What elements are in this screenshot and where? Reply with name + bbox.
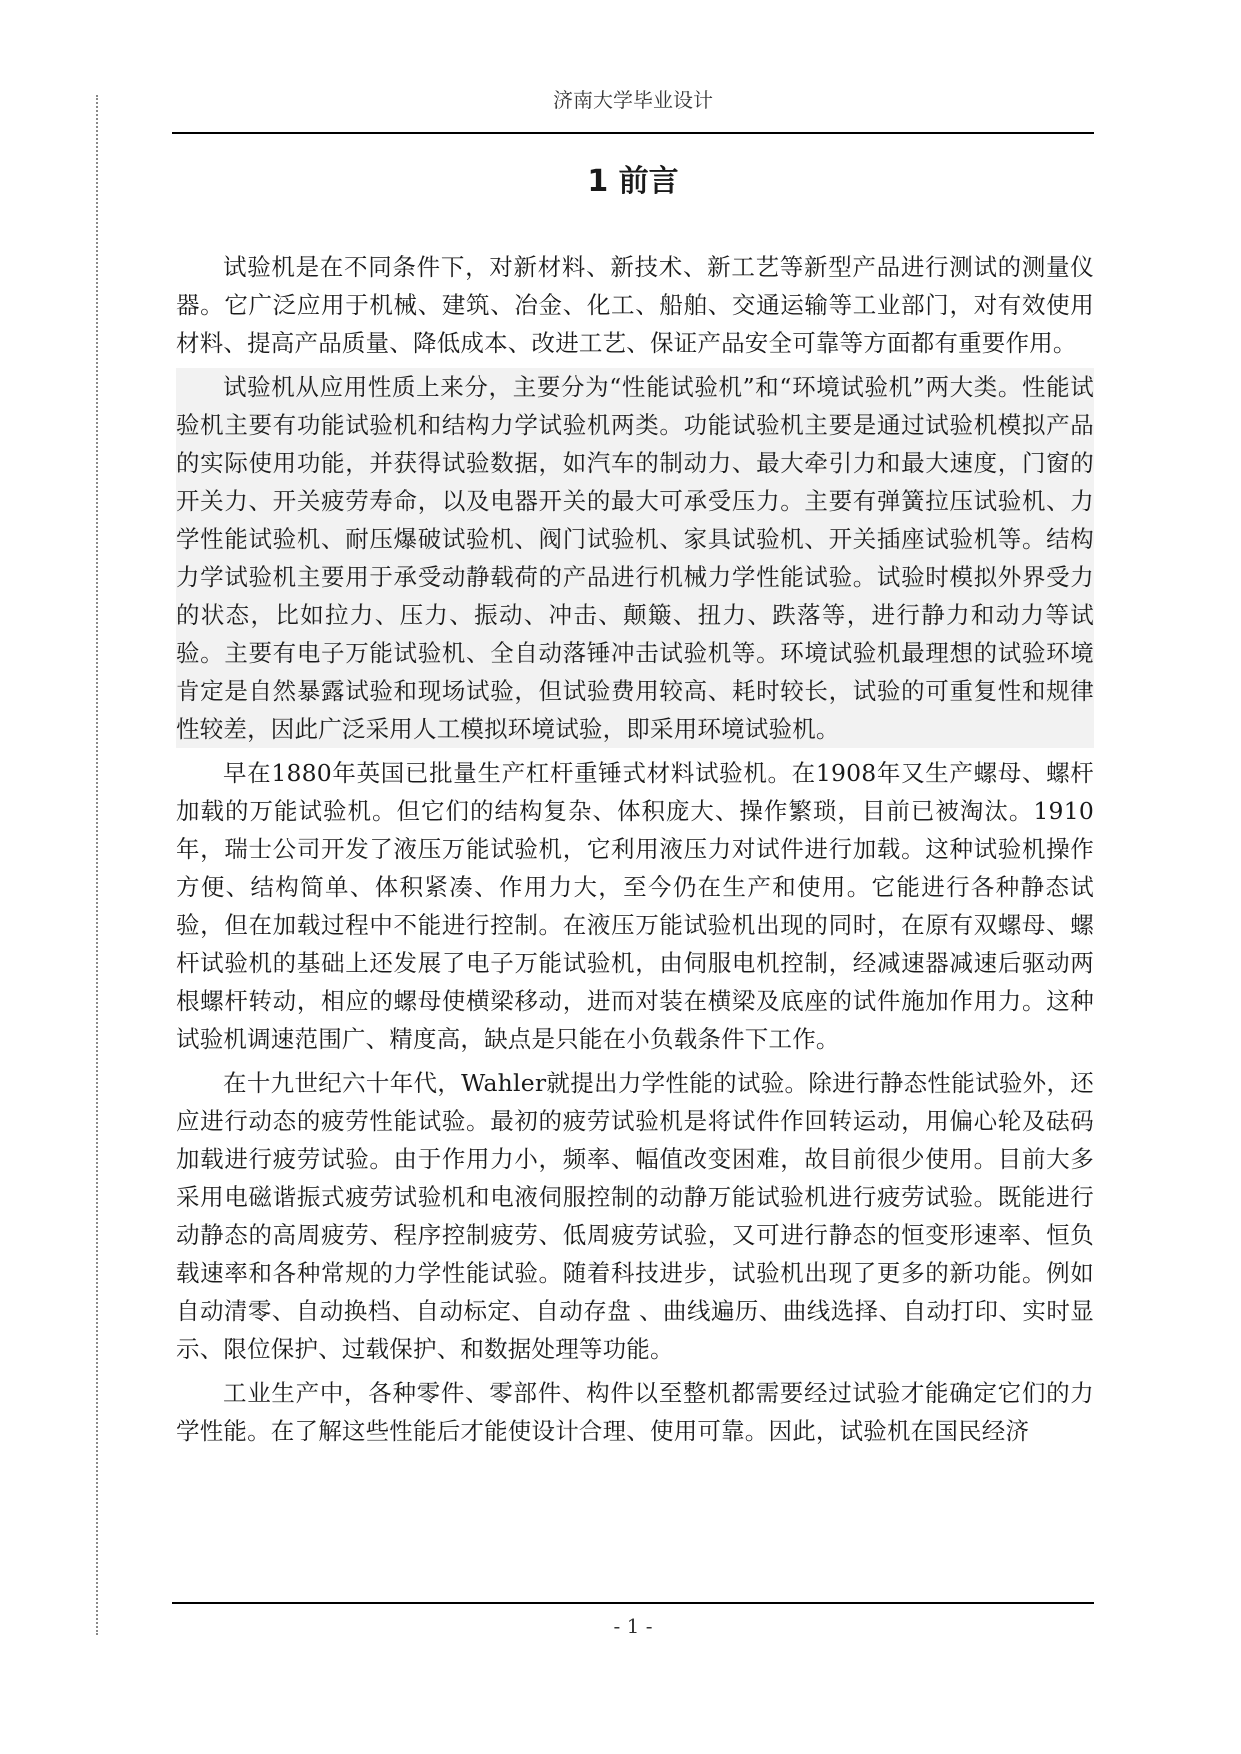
header-rule <box>172 132 1094 134</box>
page-number: - 1 - <box>613 1614 653 1638</box>
footer-rule <box>172 1602 1094 1604</box>
paragraph-1: 试验机是在不同条件下，对新材料、新技术、新工艺等新型产品进行测试的测量仪器。它广泛应用于机械、建筑、冶金、化工、船舶、交通运输等工业部门，对有效使用材料、提高产品质量、降低成本、改进工艺、保证产品安全可靠等方面都有重要作用。 <box>176 253 1094 357</box>
paragraph-4: 在十九世纪六十年代，Wahler就提出力学性能的试验。除进行静态性能试验外，还应进行动态的疲劳性能试验。最初的疲劳试验机是将试件作回转运动，用偏心轮及砝码加载进行疲劳试验。由于作用力小，频率、幅值改变困难，故目前很少使用。目前大多采用电磁谐振式疲劳试验机和电液伺服控制的动静万能试验机进行疲劳试验。既能进行动静态的高周疲劳、程序控制疲劳、低周疲劳试验，又可进行静态的恒变形速率、恒负载速率和各种常规的力学性能试验。随着科技进步，试验机出现了更多的新功能。例如自动清零、自动换档、自动标定、自动存盘 、曲线遍历、曲线选择、自动打印、实时显示、限位保护、过载保护、和数据处理等功能。 <box>176 1069 1094 1363</box>
body-text <box>176 248 1094 1456</box>
page-header: 济南大学毕业设计 <box>553 88 713 112</box>
chapter-title: 1 前言 <box>587 164 679 199</box>
paragraph-2: 试验机从应用性质上来分，主要分为“性能试验机”和“环境试验机”两大类。性能试验机主要有功能试验机和结构力学试验机两类。功能试验机主要是通过试验机模拟产品的实际使用功能，并获得试验数据，如汽车的制动力、最大牵引力和最大速度，门窗的开关力、开关疲劳寿命，以及电器开关的最大可承受压力。主要有弹簧拉压试验机、力学性能试验机、耐压爆破试验机、阀门试验机、家具试验机、开关插座试验机等。结构力学试验机主要用于承受动静载荷的产品进行机械力学性能试验。试验时模拟外界受力的状态，比如拉力、压力、振动、冲击、颠簸、扭力、跌落等，进行静力和动力等试验。主要有电子万能试验机、全自动落锤冲击试验机等。环境试验机最理想的试验环境肯定是自然暴露试验和现场试验，但试验费用较高、耗时较长，试验的可重复性和规律性较差，因此广泛采用人工模拟环境试验，即采用环境试验机。 <box>176 368 1094 748</box>
binding-margin-line <box>96 95 98 1635</box>
paragraph-5: 工业生产中，各种零件、零部件、构件以至整机都需要经过试验才能确定它们的力学性能。在了解这些性能后才能使设计合理、使用可靠。因此，试验机在国民经济 <box>176 1379 1094 1445</box>
paragraph-3: 早在1880年英国已批量生产杠杆重锤式材料试验机。在1908年又生产螺母、螺杆加载的万能试验机。但它们的结构复杂、体积庞大、操作繁琐，目前已被淘汰。1910年，瑞士公司开发了液压万能试验机，它利用液压力对试件进行加载。这种试验机操作方便、结构简单、体积紧凑、作用力大，至今仍在生产和使用。它能进行各种静态试验，但在加载过程中不能进行控制。在液压万能试验机出现的同时，在原有双螺母、螺杆试验机的基础上还发展了电子万能试验机，由伺服电机控制，经减速器减速后驱动两根螺杆转动，相应的螺母使横梁移动，进而对装在横梁及底座的试件施加作用力。这种试验机调速范围广、精度高，缺点是只能在小负载条件下工作。 <box>176 759 1094 1053</box>
